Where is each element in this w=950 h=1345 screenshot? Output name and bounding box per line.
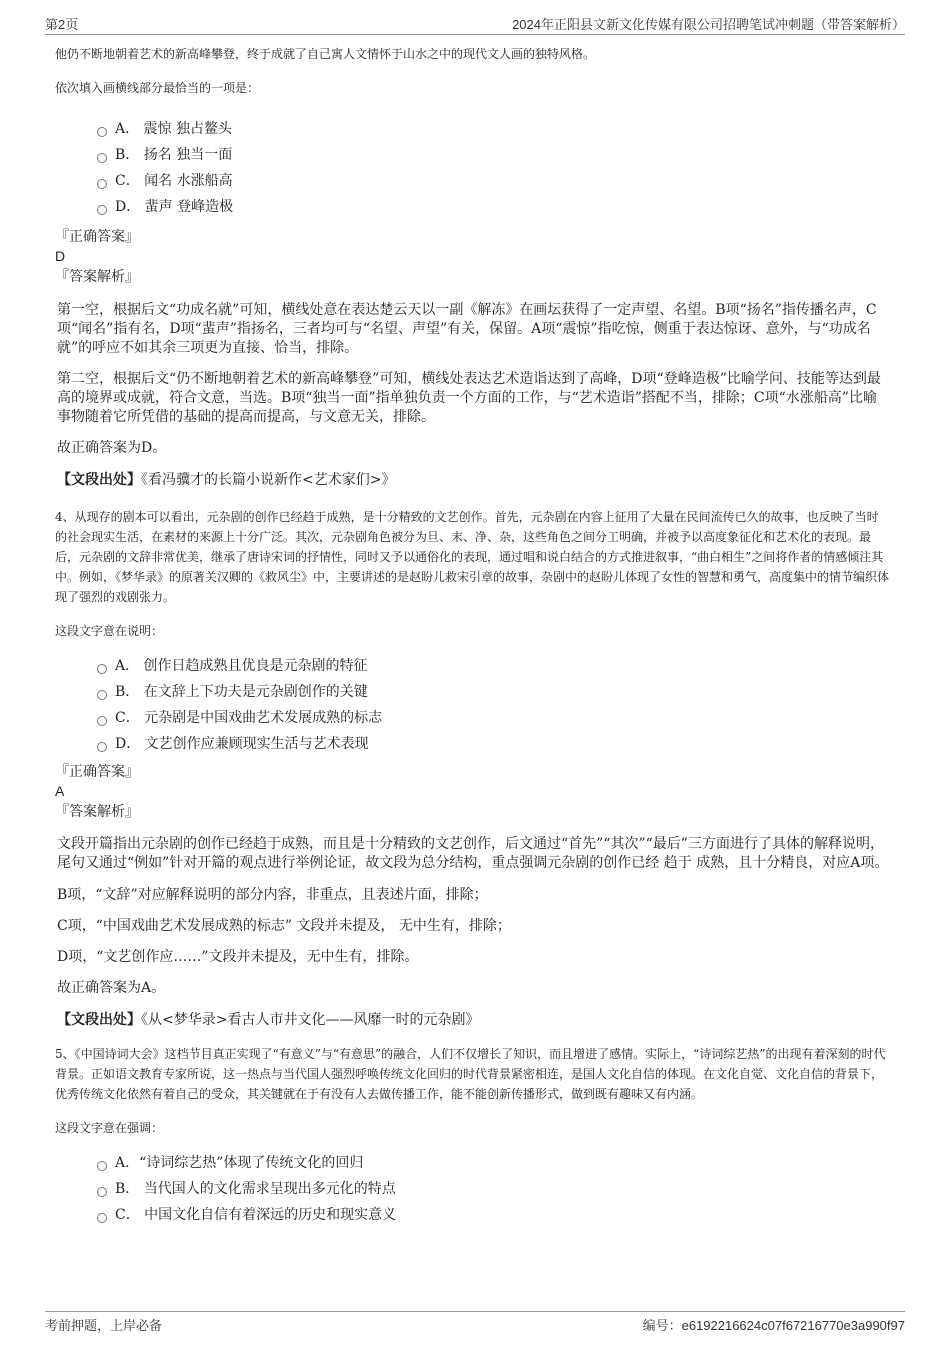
option-a[interactable]: A． 创作日趋成熟且优良是元杂剧的特征 [55,653,890,679]
option-c[interactable]: C． 闻名 水涨船高 [55,168,890,194]
answer-label: 『正确答案』 [55,229,139,245]
radio-icon[interactable] [97,690,107,700]
page-number: 第2页 [45,17,79,32]
source-line: 【文段出处】《从<梦华录>看古人市井文化——风靡一时的元杂剧》 [57,1012,480,1028]
question-4-prompt: 这段文字意在说明： [55,624,164,638]
analysis-paragraph: 第二空，根据后文“仍不断地朝着艺术的新高峰攀登”可知，横线处表达艺术造诣达到了高峰，D项“登峰造极”比喻学问、技能等达到最高的境界或成就，符合文意，当选。B项“独当一面”指单独负责一个方面的工作，与“艺术造诣”搭配不当，排除；C项“水涨船高”比喻事物随着它所凭借的基础的提高而提高，与文意无关，排除。 [57,371,881,425]
options-list [55,116,890,220]
answer-value: A [55,783,65,799]
option-d[interactable]: D． 文艺创作应兼顾现实生活与艺术表现 [55,731,890,757]
analysis-conclusion: 故正确答案为A。 [57,980,166,996]
option-a[interactable]: A． 震惊 独占鳌头 [55,116,890,142]
radio-icon[interactable] [97,664,107,674]
question-prompt: 依次填入画横线部分最恰当的一项是： [55,81,260,95]
radio-icon[interactable] [97,179,107,189]
question-4-passage: 4、从现存的剧本可以看出，元杂剧的创作已经趋于成熟，是十分精致的文艺创作。首先，元杂剧在内容上征用了大量在民间流传已久的故事，也反映了当时的社会现实生活，在素材的来源上十分广泛。其次，元杂剧角色被分为旦、末、净、杂，这些角色之间分工明确，并被予以高度象征化和艺术化的表现。最后，元杂剧的文辞非常优美，继承了唐诗宋词的抒情性，同时又予以通俗化的表现，通过唱和说白结合的方式推进叙事，“曲白相生”之间将作者的情感倾注其中。例如，《梦华录》的原著关汉卿的《救风尘》中，主要讲述的是赵盼儿救宋引章的故事，杂剧中的赵盼儿体现了女性的智慧和勇气，高度集中的情节编织体现了强烈的戏剧张力。 [55,510,890,604]
main-content [55,44,890,1228]
source-line: 【文段出处】《看冯骥才的长篇小说新作<艺术家们>》 [57,472,396,488]
analysis-paragraph: B项，“文辞”对应解释说明的部分内容，非重点，且表述片面，排除； [57,887,488,903]
option-b[interactable]: B． 扬名 独当一面 [55,142,890,168]
analysis-label: 『答案解析』 [55,269,139,285]
analysis-paragraph: 第一空，根据后文“功成名就”可知，横线处意在表达楚云天以一副《解冻》在画坛获得了一定声望、名望。B项“扬名”指传播名声，C项“闻名”指有名，D项“蜚声”指扬名，三者均可与“名望、声望”有关，保留。A项“震惊”指吃惊，侧重于表达惊讶、意外，与“功成名就”的呼应不如其余三项更为直接、恰当，排除。 [57,302,877,356]
options-list [55,653,890,757]
option-b[interactable]: B． 当代国人的文化需求呈现出多元化的特点 [55,1176,890,1202]
footer-slogan: 考前押题，上岸必备 [45,1318,163,1333]
option-b[interactable]: B． 在文辞上下功夫是元杂剧创作的关键 [55,679,890,705]
analysis-paragraph: C项，“中国戏曲艺术发展成熟的标志” 文段并未提及， 无中生有，排除； [57,918,511,934]
radio-icon[interactable] [97,742,107,752]
option-a[interactable]: A．“诗词综艺热”体现了传统文化的回归 [55,1150,890,1176]
options-list [55,1150,890,1228]
analysis-label: 『答案解析』 [55,804,139,820]
document-title: 2024年正阳县文新文化传媒有限公司招聘笔试冲刺题（带答案解析） [512,17,905,32]
radio-icon[interactable] [97,1213,107,1223]
option-c[interactable]: C． 中国文化自信有着深远的历史和现实意义 [55,1202,890,1228]
analysis-paragraph: D项，“文艺创作应……”文段并未提及，无中生有，排除。 [57,949,419,965]
radio-icon[interactable] [97,153,107,163]
document-id: 编号：e6192216624c07f67216770e3a990f97 [642,1318,905,1333]
answer-value: D [55,248,66,264]
radio-icon[interactable] [97,1161,107,1171]
radio-icon[interactable] [97,205,107,215]
radio-icon[interactable] [97,1187,107,1197]
radio-icon[interactable] [97,716,107,726]
analysis-paragraph: 文段开篇指出元杂剧的创作已经趋于成熟，而且是十分精致的文艺创作，后文通过“首先”“其次”“最后”三方面进行了具体的解释说明，尾句又通过“例如”针对开篇的观点进行举例论证，故文段为总分结构，重点强调元杂剧的创作已经 趋于 成熟，且十分精良，对应A项。 [57,836,889,871]
analysis-conclusion: 故正确答案为D。 [57,440,167,456]
question-5-passage: 5、《中国诗词大会》这档节目真正实现了“有意义”与“有意思”的融合，人们不仅增长了知识，而且增进了感情。实际上，“诗词综艺热”的出现有着深刻的时代背景。正如语文教育专家所说，这一热点与当代国人强烈呼唤传统文化回归的时代背景紧密相连，是国人文化自信的体现。在文化自觉、文化自信的背景下，优秀传统文化依然有着自己的受众，其关键就在于有没有人去做传播工作，能不能创新传播形式，做到既有趣味又有内涵。 [55,1047,886,1101]
radio-icon[interactable] [97,127,107,137]
page-header [45,12,905,35]
option-d[interactable]: D． 蜚声 登峰造极 [55,194,890,220]
page-footer [45,1311,905,1336]
option-c[interactable]: C． 元杂剧是中国戏曲艺术发展成熟的标志 [55,705,890,731]
answer-label: 『正确答案』 [55,764,139,780]
passage-tail: 他仍不断地朝着艺术的新高峰攀登，终于成就了自己寓人文情怀于山水之中的现代文人画的独特风格。 [55,47,596,61]
question-5-prompt: 这段文字意在强调： [55,1121,164,1135]
